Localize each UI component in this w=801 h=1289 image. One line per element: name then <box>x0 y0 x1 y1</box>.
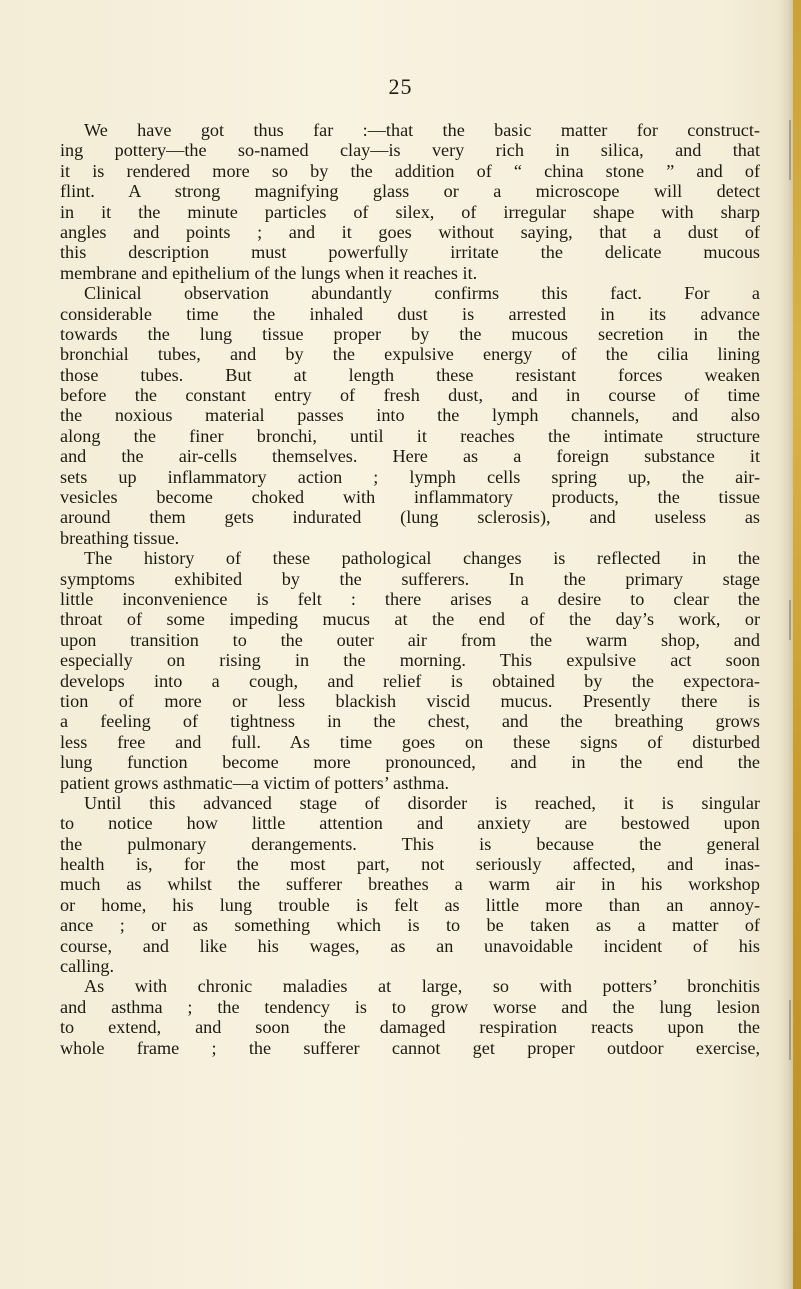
text-line: vesicles become choked with inflammatory products, the tissue <box>60 487 760 508</box>
text-line: this description must powerfully irritate the delicate mucous <box>60 242 760 263</box>
page-number: 25 <box>388 74 413 99</box>
text-line: Until this advanced stage of disorder is reached, it is singular <box>84 792 760 813</box>
edge-mark <box>789 120 791 180</box>
text-line: Clinical observation abundantly confirms this fact. For a <box>84 283 760 304</box>
text-line: those tubes. But at length these resistant forces weaken <box>60 364 760 385</box>
text-line: membrane and epithelium of the lungs when it reaches it. <box>60 262 478 283</box>
text-line: before the constant entry of fresh dust, and in course of time <box>60 385 760 406</box>
text-line: calling. <box>60 956 115 977</box>
text-line: tion of more or less blackish viscid mucus. Presently there is <box>60 690 760 711</box>
text-line: and asthma ; the tendency is to grow worse and the lung lesion <box>60 996 760 1017</box>
text-line: considerable time the inhaled dust is arrested in its advance <box>60 303 760 324</box>
text-line: along the finer bronchi, until it reaches the intimate structure <box>60 425 760 446</box>
text-line: to notice how little attention and anxiety are bestowed upon <box>60 813 760 834</box>
text-line: flint. A strong magnifying glass or a microscope will detect <box>60 181 760 202</box>
text-line: health is, for the most part, not seriously affected, and inas- <box>60 854 760 875</box>
body-text <box>60 120 760 1058</box>
text-line: less free and full. As time goes on these signs of disturbed <box>60 731 760 752</box>
text-line: to extend, and soon the damaged respiration reacts upon the <box>60 1017 760 1038</box>
edge-mark <box>789 1000 791 1060</box>
text-line: angles and points ; and it goes without saying, that a dust of <box>60 221 760 242</box>
text-line: in it the minute particles of silex, of irregular shape with sharp <box>60 201 760 222</box>
text-line: whole frame ; the sufferer cannot get proper outdoor exercise, <box>60 1037 760 1058</box>
edge-mark <box>789 600 791 640</box>
text-line: and the air-cells themselves. Here as a foreign substance it <box>60 446 760 467</box>
text-line: or home, his lung trouble is felt as little more than an annoy- <box>60 894 760 915</box>
text-line: much as whilst the sufferer breathes a warm air in his workshop <box>60 874 760 895</box>
text-line: bronchial tubes, and by the expulsive energy of the cilia lining <box>60 344 760 365</box>
text-line: symptoms exhibited by the sufferers. In the primary stage <box>60 568 760 589</box>
text-line: the noxious material passes into the lymph channels, and also <box>60 405 760 426</box>
text-line: around them gets indurated (lung sclerosis), and useless as <box>60 507 760 528</box>
page-edge-shadow <box>779 0 793 1289</box>
text-line: ance ; or as something which is to be taken as a matter of <box>60 915 760 936</box>
text-line: upon transition to the outer air from the warm shop, and <box>60 629 760 650</box>
text-line: little inconvenience is felt : there arises a desire to clear the <box>60 588 760 609</box>
text-line: course, and like his wages, as an unavoidable incident of his <box>60 935 760 956</box>
text-line: breathing tissue. <box>60 527 180 548</box>
text-line: We have got thus far :—that the basic matter for construct- <box>84 120 760 140</box>
text-line: As with chronic maladies at large, so with potters’ bronchitis <box>84 976 760 997</box>
text-line: throat of some impeding mucus at the end of the day’s work, or <box>60 609 760 630</box>
text-line: a feeling of tightness in the chest, and the breathing grows <box>60 711 760 732</box>
text-line: the pulmonary derangements. This is because the general <box>60 833 760 854</box>
text-line: ing pottery—the so-named clay—is very rich in silica, and that <box>60 140 760 161</box>
text-line: patient grows asthmatic—a victim of potters’ asthma. <box>60 772 450 793</box>
text-line: it is rendered more so by the addition of “ china stone ” and of <box>60 160 760 181</box>
text-line: especially on rising in the morning. This expulsive act soon <box>60 650 760 671</box>
text-line: lung function become more pronounced, and in the end the <box>60 752 760 773</box>
book-edge-strip <box>793 0 801 1289</box>
text-line: The history of these pathological changes is reflected in the <box>84 548 760 569</box>
text-line: sets up inflammatory action ; lymph cells spring up, the air- <box>60 466 760 487</box>
text-line: towards the lung tissue proper by the mucous secretion in the <box>60 323 760 344</box>
text-line: develops into a cough, and relief is obtained by the expectora- <box>60 670 760 691</box>
